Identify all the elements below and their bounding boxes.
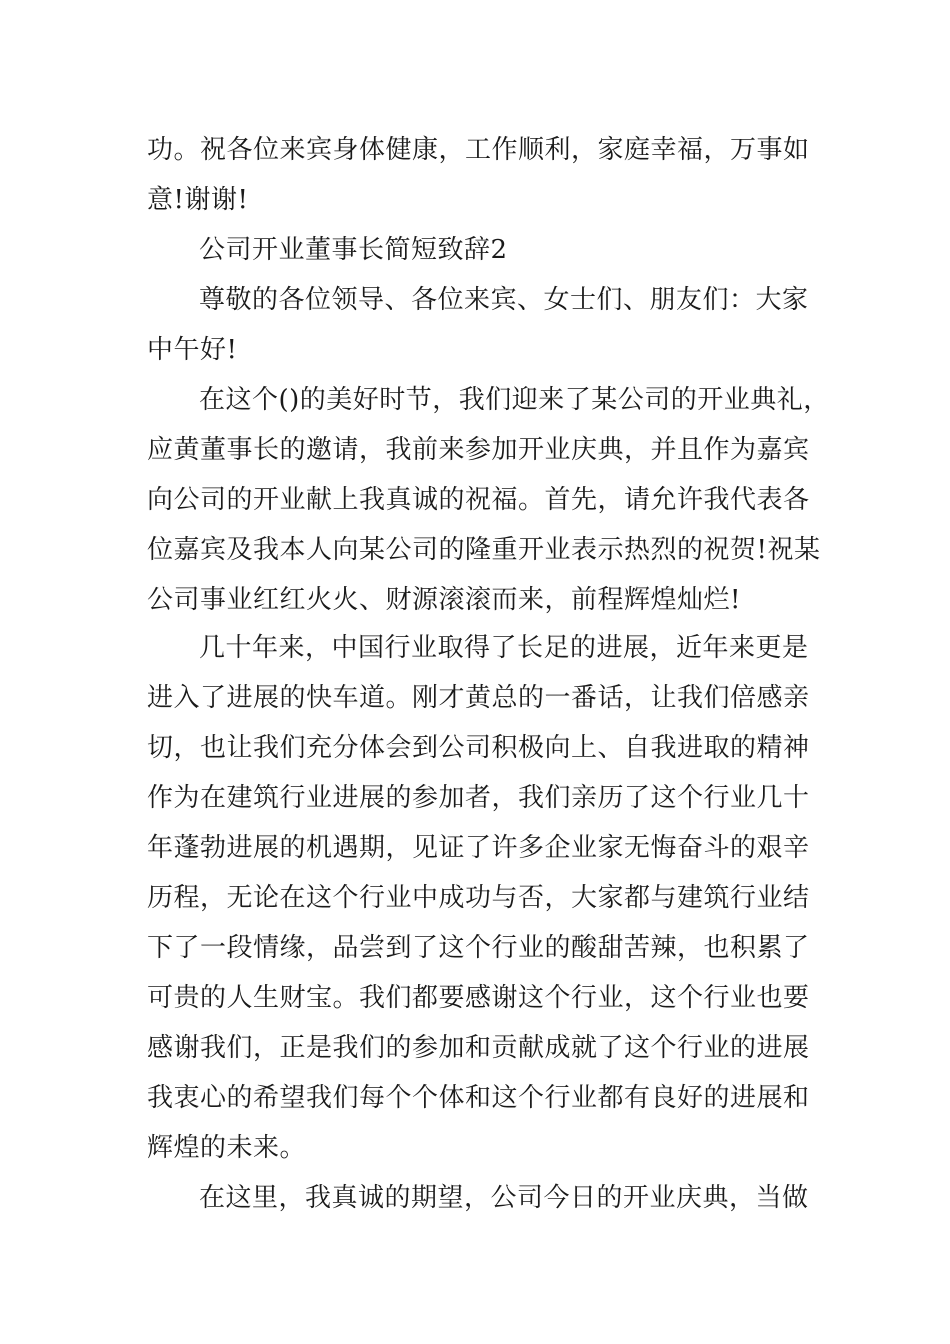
text-line: 公司事业红红火火、财源滚滚而来，前程辉煌灿烂! [147, 585, 741, 615]
text-line: 进入了进展的快车道。刚才黄总的一番话，让我们倍感亲 [147, 683, 810, 713]
text-line: 位嘉宾及我本人向某公司的隆重开业表示热烈的祝贺!祝某 [147, 535, 821, 565]
text-line: 感谢我们，正是我们的参加和贡献成就了这个行业的进展 [147, 1033, 810, 1063]
text-line: 作为在建筑行业进展的参加者，我们亲历了这个行业几十 [147, 783, 810, 813]
text-line: 功。祝各位来宾身体健康，工作顺利，家庭幸福，万事如 [147, 135, 810, 165]
section-heading: 公司开业董事长简短致辞2 [199, 235, 508, 265]
text-line: 在这里，我真诚的期望，公司今日的开业庆典，当做 [199, 1183, 809, 1213]
text-line: 应黄董事长的邀请，我前来参加开业庆典，并且作为嘉宾 [147, 435, 810, 465]
text-line: 年蓬勃进展的机遇期，见证了许多企业家无悔奋斗的艰辛 [147, 833, 810, 863]
text-line: 历程，无论在这个行业中成功与否，大家都与建筑行业结 [147, 883, 810, 913]
text-line: 辉煌的未来。 [147, 1133, 307, 1163]
text-line: 可贵的人生财宝。我们都要感谢这个行业，这个行业也要 [147, 983, 810, 1013]
text-line: 几十年来，中国行业取得了长足的进展，近年来更是 [199, 633, 809, 663]
text-line: 切，也让我们充分体会到公司积极向上、自我进取的精神 [147, 733, 810, 763]
text-line: 尊敬的各位领导、各位来宾、女士们、朋友们：大家 [199, 285, 809, 315]
text-line: 中午好! [147, 335, 238, 365]
text-line: 向公司的开业献上我真诚的祝福。首先，请允许我代表各 [147, 485, 810, 515]
text-line: 我衷心的希望我们每个个体和这个行业都有良好的进展和 [147, 1083, 810, 1113]
text-line: 意!谢谢! [147, 185, 249, 215]
text-line: 下了一段情缘，品尝到了这个行业的酸甜苦辣，也积累了 [147, 933, 810, 963]
text-line: 在这个()的美好时节，我们迎来了某公司的开业典礼， [199, 385, 830, 415]
